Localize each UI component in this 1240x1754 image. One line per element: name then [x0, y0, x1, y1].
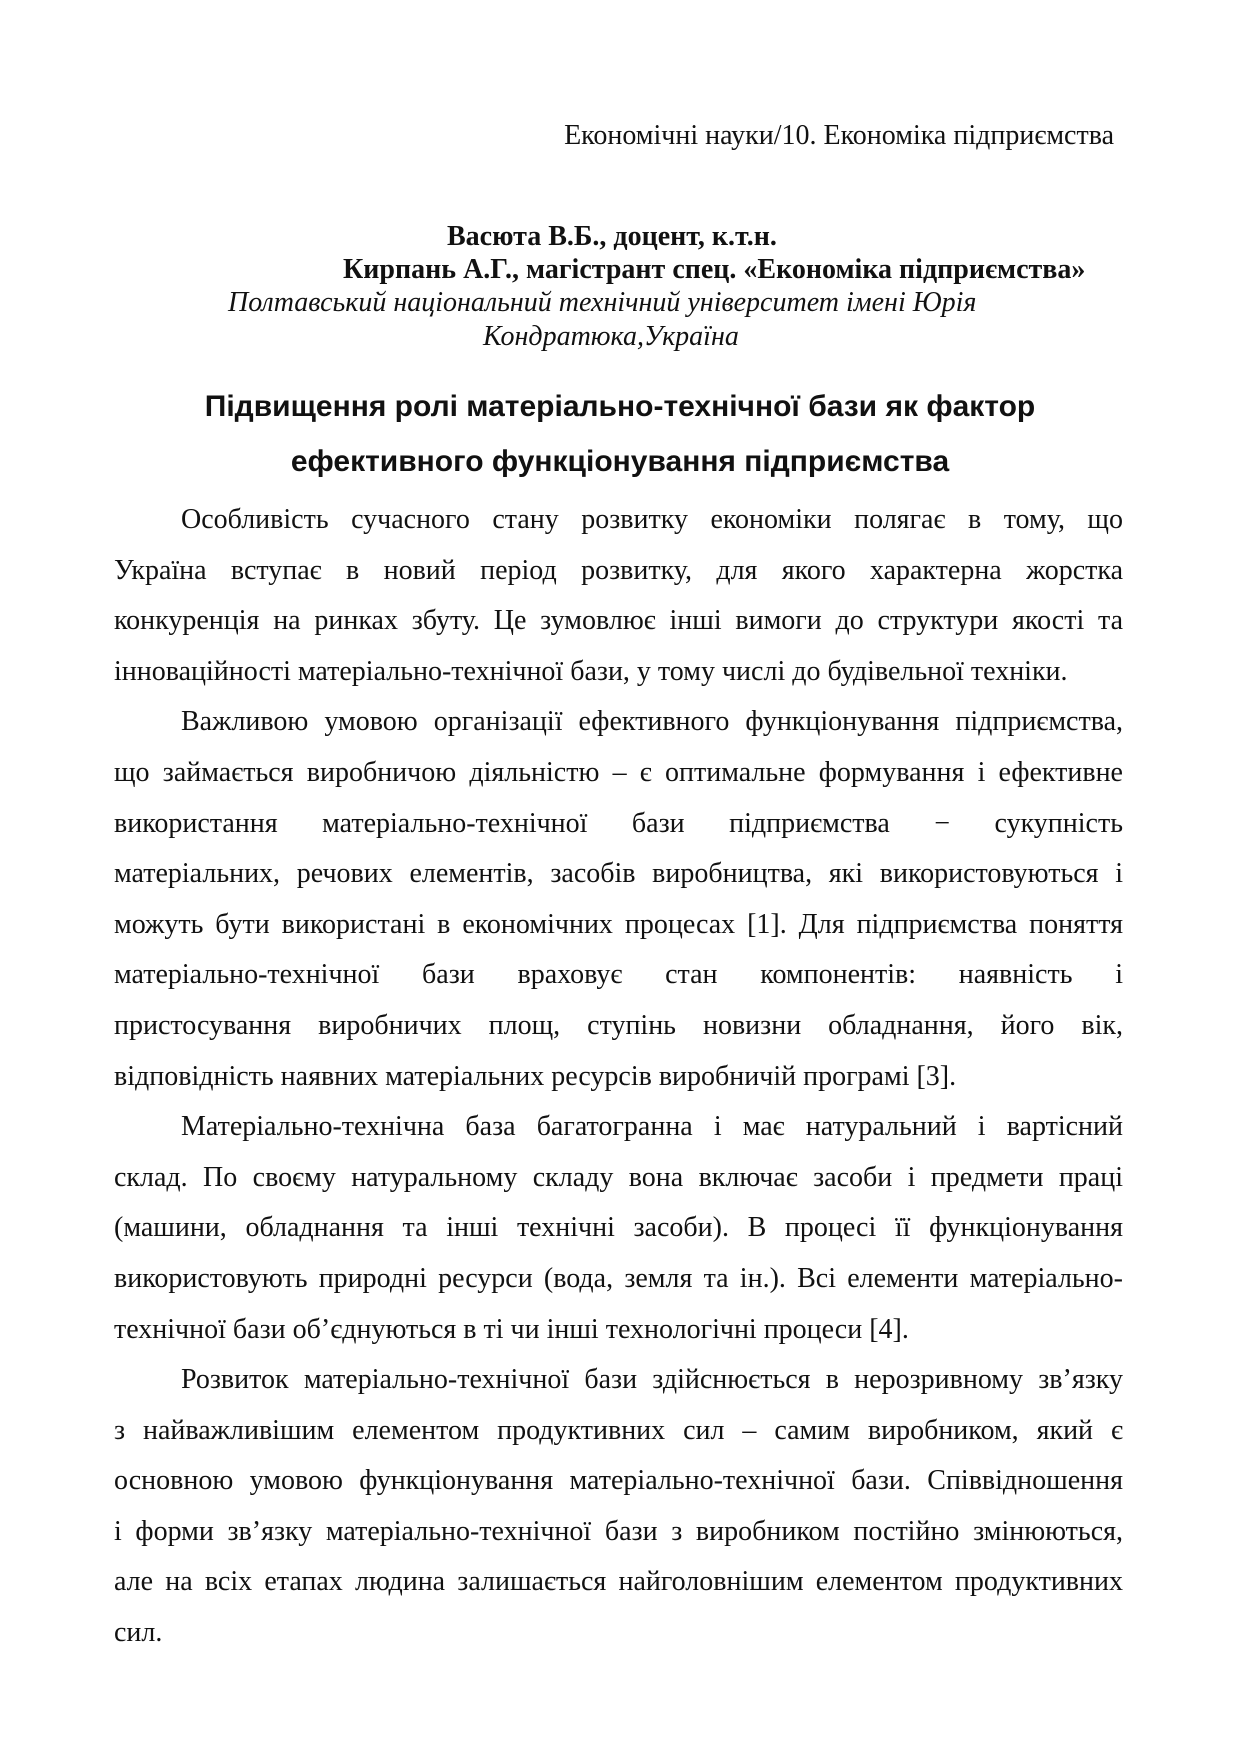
paragraph — [114, 495, 1123, 697]
article-title-line-2: ефективного функціонування підприємства — [290, 445, 950, 478]
paragraph — [114, 1355, 1123, 1659]
paragraph — [114, 697, 1123, 1102]
text-line: але на всіх етапах людина залишається найголовнішим елементом продуктивних — [114, 1566, 1123, 1598]
text-line: сил. — [114, 1617, 163, 1649]
article-body — [114, 495, 1123, 1659]
text-line: технічної бази об’єднуються в ті чи інші технологічні процеси [4]. — [114, 1313, 909, 1345]
affiliation-line-1: Полтавський національний технічний університет імені Юрія — [228, 287, 977, 318]
text-line: відповідність наявних матеріальних ресурсів виробничій програмі [3]. — [114, 1060, 957, 1092]
text-line: Розвиток матеріально-технічної бази здійснюється в нерозривному зв’язку — [181, 1364, 1123, 1396]
text-line: що займається виробничою діяльністю – є оптимальне формування і ефективне — [114, 756, 1123, 788]
author-2: Кирпань А.Г., магістрант спец. «Економіка підприємства» — [343, 254, 1086, 285]
text-line: Важливою умовою організації ефективного функціонування підприємства, — [181, 706, 1123, 738]
paragraph — [114, 1102, 1123, 1355]
section-header: Економічні науки/10. Економіка підприємства — [564, 120, 1114, 151]
text-line: Матеріально-технічна база багатогранна і має натуральний і вартісний — [181, 1111, 1123, 1143]
text-line: пристосування виробничих площ, ступінь новизни обладнання, його вік, — [114, 1009, 1123, 1041]
text-line: можуть бути використані в економічних процесах [1]. Для підприємства поняття — [114, 908, 1123, 940]
text-line: використання матеріально-технічної бази підприємства − сукупність — [114, 807, 1123, 839]
text-line: конкуренція на ринках збуту. Це зумовлює інші вимоги до структури якості та — [114, 605, 1123, 637]
article-title-line-1: Підвищення ролі матеріально-технічної бази як фактор — [204, 390, 1036, 423]
text-line: використовують природні ресурси (вода, земля та ін.). Всі елементи матеріально- — [114, 1262, 1123, 1294]
affiliation-line-2: Кондратюка,Україна — [483, 321, 739, 352]
text-line: Особливість сучасного стану розвитку економіки полягає в тому, що — [181, 504, 1123, 535]
text-line: матеріально-технічної бази враховує стан компонентів: наявність і — [114, 959, 1123, 991]
text-line: Україна вступає в новий період розвитку, для якого характерна жорстка — [114, 554, 1123, 586]
author-1: Васюта В.Б., доцент, к.т.н. — [447, 221, 777, 252]
text-line: з найважливішим елементом продуктивних сил – самим виробником, який є — [114, 1414, 1123, 1446]
text-line: склад. По своєму натуральному складу вона включає засоби і предмети праці — [114, 1161, 1123, 1193]
text-line: матеріальних, речових елементів, засобів виробництва, які використовуються і — [114, 858, 1123, 890]
text-line: і форми зв’язку матеріально-технічної бази з виробником постійно змінюються, — [114, 1515, 1123, 1547]
text-line: (машини, обладнання та інші технічні засоби). В процесі її функціонування — [114, 1212, 1123, 1244]
text-line: основною умовою функціонування матеріально-технічної бази. Співвідношення — [114, 1465, 1123, 1497]
text-line: інноваційності матеріально-технічної бази, у тому числі до будівельної техніки. — [114, 655, 1068, 687]
